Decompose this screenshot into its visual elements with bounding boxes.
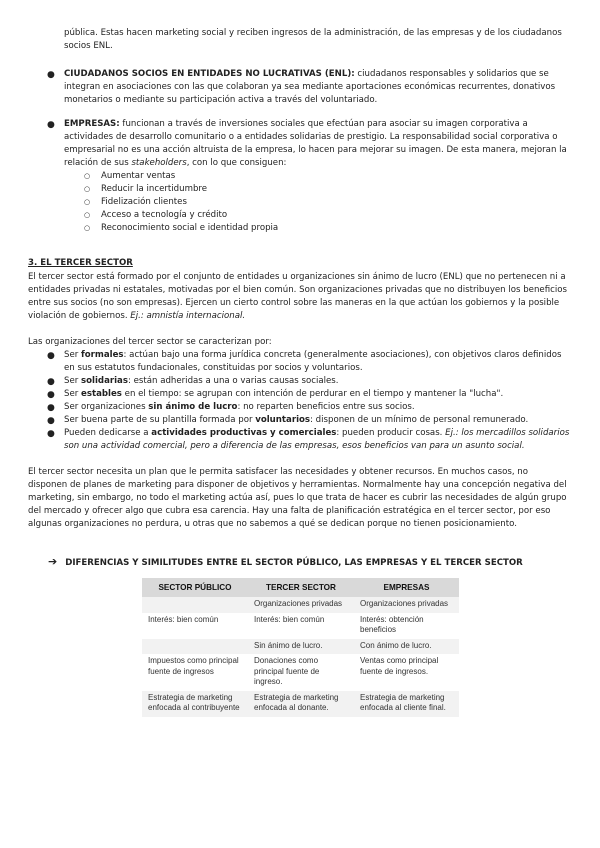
- ciudadanos-title: CIUDADANOS SOCIOS EN ENTIDADES NO LUCRATIVAS (ENL):: [64, 69, 355, 79]
- bullet-dot-icon: ●: [47, 377, 55, 387]
- empresas-item: Acceso a tecnología y crédito: [101, 210, 228, 220]
- char-estables: [64, 388, 503, 401]
- table-row: [142, 654, 459, 691]
- s3-p3-line-4: del mercado y ofrecer algo que cubra esa carencia. Hay una falta de planificación estratégica en el tercer sector, por eso: [28, 506, 551, 516]
- table-cell: Organizaciones privadas: [354, 597, 459, 613]
- table-cell: Con ánimo de lucro.: [354, 639, 459, 655]
- char-keyword: solidarias: [81, 376, 128, 386]
- char-pre: Pueden dedicarse a: [64, 428, 152, 438]
- char-keyword: formales: [81, 350, 124, 360]
- table-cell: Interés: obtención beneficios: [354, 613, 459, 639]
- char-keyword: actividades productivas y comerciales: [151, 428, 337, 438]
- circle-bullet-icon: ○: [84, 224, 91, 232]
- intro-line-2: socios ENL.: [64, 41, 113, 51]
- column-header: SECTOR PÚBLICO: [142, 578, 248, 597]
- intro-line-1: pública. Estas hacen marketing social y reciben ingresos de la administración, de las empresas y de los ciudadanos: [64, 28, 562, 38]
- s3-p2-intro: Las organizaciones del tercer sector se caracterizan por:: [28, 337, 272, 347]
- s3-p3-line-2: disponen de planes de marketing para disponer de objetivos y herramientas. Normalmente hay una concepción negativa del: [28, 480, 567, 490]
- table-cell: Ventas como principal fuente de ingresos.: [354, 654, 459, 691]
- char-pre: Ser: [64, 389, 82, 399]
- comparison-heading: [48, 555, 523, 568]
- char-solidarias: [64, 375, 339, 388]
- table-cell: Estrategia de marketing enfocada al donante.: [248, 691, 354, 717]
- s3-p3-line-5: algunas organizaciones no perdura, u otras que no sabemos a qué se dedican porque no tienen posicionamiento.: [28, 519, 517, 529]
- char-post: en el tiempo: se agrupan con intención de perdurar en el tiempo y mantener la "lucha".: [121, 389, 504, 399]
- empresas-item: Aumentar ventas: [101, 171, 176, 181]
- char-actividades-line-2: [64, 440, 525, 453]
- column-header: EMPRESAS: [354, 578, 459, 597]
- table-cell: Estrategia de marketing enfocada al cliente final.: [354, 691, 459, 717]
- stakeholders-term: stakeholders: [131, 158, 187, 168]
- bullet-dot-icon: ●: [47, 429, 55, 439]
- s3-p3-line-1: El tercer sector necesita un plan que le permita satisfacer las necesidades y obtener recursos. En muchos casos, no: [28, 467, 529, 477]
- char-pre: Ser buena parte de su plantilla formada por: [64, 415, 256, 425]
- char-sin-animo: [64, 401, 415, 414]
- char-keyword: estables: [81, 389, 122, 399]
- char-post: : actúan bajo una forma jurídica concreta (generalmente asociaciones), con objetivos claros definidos: [123, 350, 562, 360]
- char-voluntarios: [64, 414, 528, 427]
- bullet-dot-icon: ●: [47, 70, 55, 80]
- empresas-line-4-post: , con lo que consiguen:: [186, 158, 287, 168]
- circle-bullet-icon: ○: [84, 172, 91, 180]
- table-cell: Impuestos como principal fuente de ingresos: [142, 654, 248, 691]
- ciudadanos-line-1: [64, 68, 572, 81]
- s3-p3-line-3: marketing, sin embargo, no todo el marketing actúa así, pues lo que trata de hacer es cubrir las necesidades de algún grupo: [28, 493, 567, 503]
- char-post: : disponen de un mínimo de personal remunerado.: [310, 415, 529, 425]
- arrow-right-icon: ➔: [48, 555, 58, 568]
- char-pre: Ser: [64, 350, 82, 360]
- empresas-item: Fidelización clientes: [101, 197, 187, 207]
- table-row: [142, 597, 459, 613]
- table-cell: Interés: bien común: [142, 613, 248, 639]
- char-actividades: [64, 427, 572, 440]
- bullet-dot-icon: ●: [47, 120, 55, 130]
- s3-p1-line-4: [28, 310, 245, 323]
- empresas-line-1-rest: funcionan a través de inversiones sociales que efectúan para asociar su imagen corporativa a: [119, 119, 528, 129]
- section-heading: 3. EL TERCER SECTOR: [28, 258, 133, 268]
- bullet-dot-icon: ●: [47, 416, 55, 426]
- example-mercadillos: Ej.: los mercadillos solidarios: [445, 428, 570, 438]
- ciudadanos-line-2: integran en asociaciones con las que colaboran ya sea mediante aportaciones económicas recurrentes, donativos: [64, 82, 556, 92]
- table-cell: Sin ánimo de lucro.: [248, 639, 354, 655]
- empresas-line-3: empresarial no es una acción altruista de la empresa, lo hacen para mejorar su imagen. De esta manera, mejoran la: [64, 145, 567, 155]
- table-row: [142, 691, 459, 717]
- empresas-title: EMPRESAS:: [64, 119, 120, 129]
- empresas-item: Reconocimiento social e identidad propia: [101, 223, 279, 233]
- column-header: TERCER SECTOR: [248, 578, 354, 597]
- char-formales-line-2: en sus estatutos fundacionales, constituidas por socios y voluntarios.: [64, 363, 363, 373]
- empresas-line-4: [64, 157, 286, 170]
- char-post: : pueden producir cosas.: [336, 428, 446, 438]
- table-row: [142, 639, 459, 655]
- comparison-heading-text: DIFERENCIAS Y SIMILITUDES ENTRE EL SECTOR PÚBLICO, LAS EMPRESAS Y EL TERCER SECTOR: [65, 558, 523, 568]
- table-cell: Organizaciones privadas: [248, 597, 354, 613]
- circle-bullet-icon: ○: [84, 211, 91, 219]
- char-formales: [64, 349, 572, 362]
- s3-p1-line-1: El tercer sector está formado por el conjunto de entidades u organizaciones sin ánimo de lucro (ENL) que no pertenecen ni a: [28, 272, 566, 282]
- s3-p1-line-2: entidades privadas ni estatales, motivadas por el bien común. Son organizaciones privadas que no distribuyen los beneficios: [28, 285, 567, 295]
- char-keyword: sin ánimo de lucro: [148, 402, 238, 412]
- empresas-line-2: actividades de desarrollo comunitario o a entidades solidarias de prestigio. La responsabilidad social corporativa o: [64, 132, 558, 142]
- empresas-line-4-pre: relación de sus: [64, 158, 132, 168]
- char-post: : no reparten beneficios entre sus socios.: [237, 402, 415, 412]
- bullet-dot-icon: ●: [47, 390, 55, 400]
- table-cell: [142, 597, 248, 613]
- table-header-row: [142, 578, 459, 597]
- circle-bullet-icon: ○: [84, 185, 91, 193]
- table-row: [142, 613, 459, 639]
- char-pre: Ser: [64, 376, 82, 386]
- char-pre: Ser organizaciones: [64, 402, 149, 412]
- ciudadanos-line-1-rest: ciudadanos responsables y solidarios que se: [354, 69, 549, 79]
- table-cell: Donaciones como principal fuente de ingreso.: [248, 654, 354, 691]
- char-post: : están adheridas a una o varias causas sociales.: [127, 376, 339, 386]
- table-cell: Estrategia de marketing enfocada al contribuyente: [142, 691, 248, 717]
- s3-p1-line-4-pre: violación de gobiernos.: [28, 311, 131, 321]
- example-mercadillos-cont: son una actividad comercial, pero a diferencia de las empresas, esos beneficios van para un asunto social.: [64, 441, 525, 451]
- s3-p1-line-3: entre sus socios (no son empresas). Ejercen un cierto control sobre las maneras en la que actúan los gobiernos y la posible: [28, 298, 560, 308]
- circle-bullet-icon: ○: [84, 198, 91, 206]
- char-keyword: voluntarios: [255, 415, 311, 425]
- example-amnistia: Ej.: amnistía internacional.: [130, 311, 246, 321]
- comparison-table: [142, 578, 459, 717]
- bullet-dot-icon: ●: [47, 351, 55, 361]
- ciudadanos-line-3: monetarios o mediante su participación activa a través del voluntariado.: [64, 95, 378, 105]
- empresas-item: Reducir la incertidumbre: [101, 184, 208, 194]
- table-cell: Interés: bien común: [248, 613, 354, 639]
- table-cell: [142, 639, 248, 655]
- bullet-dot-icon: ●: [47, 403, 55, 413]
- empresas-line-1: [64, 118, 572, 131]
